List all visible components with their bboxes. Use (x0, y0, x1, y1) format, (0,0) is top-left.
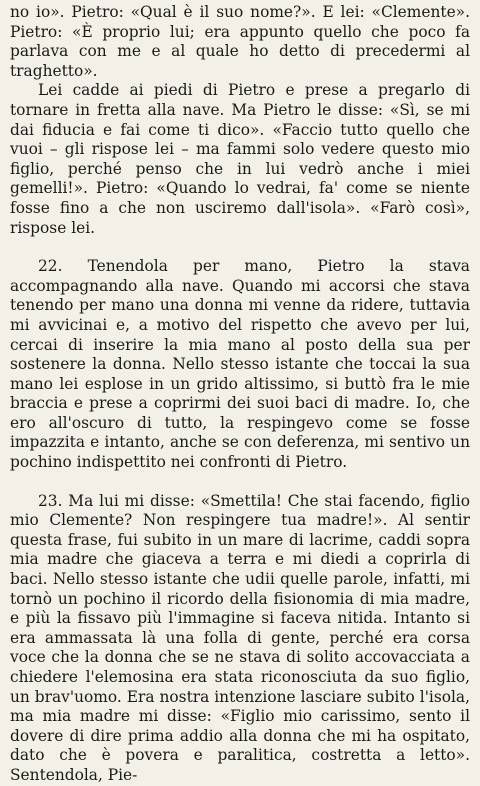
paragraph-mother-pleads: Lei cadde ai piedi di Pietro e prese a pregarlo di tornare in fretta alla nave. Ma Pietro le disse: «Sì, se mi dai fiducia e fai come ti dico». «Faccio tutto quello che vuoi – gli rispose lei – ma fammi solo vedere questo mio figlio, perché penso che in lui vedrò anche i miei gemelli!». Pietro: «Quando lo vedrai, fa' come se niente fosse fino a che non usciremo dall'isola». «Farò così», rispose lei. (10, 81, 470, 237)
paragraph-section-23: 23. Ma lui mi disse: «Smettila! Che stai facendo, figlio mio Clemente? Non respingere tua madre!». Al sentir questa frase, fui subito in un mare di lacrime, caddi sopra mia madre che giaceva a terra e mi diedi a coprirla di baci. Nello stesso istante che udii quelle parole, infatti, mi tornò un pochino il ricordo della fisionomia di mia madre, e più la fissavo più l'immagine si faceva nitida. Intanto si era ammassata là una folla di gente, perché era corsa voce che la donna che se ne stava di solito accovacciata a chiedere l'elemosina era stata riconosciuta da suo figlio, un brav'uomo. Era nostra intenzione lasciare subito l'isola, ma mia madre mi disse: «Figlio mio carissimo, sento il dovere di dire prima addio alla donna che mi ha ospitato, dato che è povera e paralitica, costretta a letto». Sentendola, Pie- (10, 491, 470, 784)
paragraph-continued: no io». Pietro: «Qual è il suo nome?». E lei: «Clemente». Pietro: «È proprio lui; era appunto quello che poco fa parlava con me e al quale ho detto di precedermi al traghetto». (10, 3, 470, 80)
paragraph-section-22: 22. Tenendola per mano, Pietro la stava accompagnando alla nave. Quando mi accorsi che stava tenendo per mano una donna mi venne da ridere, tuttavia mi avvicinai e, a motivo del rispetto che avevo per lui, cercai di inserire la mia mano al posto della sua per sostenere la donna. Nello stesso istante che toccai la sua mano lei esplose in un grido altissimo, si buttò fra le mie braccia e prese a coprirmi dei suoi baci di madre. Io, che ero all'oscuro di tutto, la respingevo come se fosse impazzita e intanto, anche se con deferenza, mi sentivo un pochino indispettito nei confronti di Pietro. (10, 257, 470, 472)
